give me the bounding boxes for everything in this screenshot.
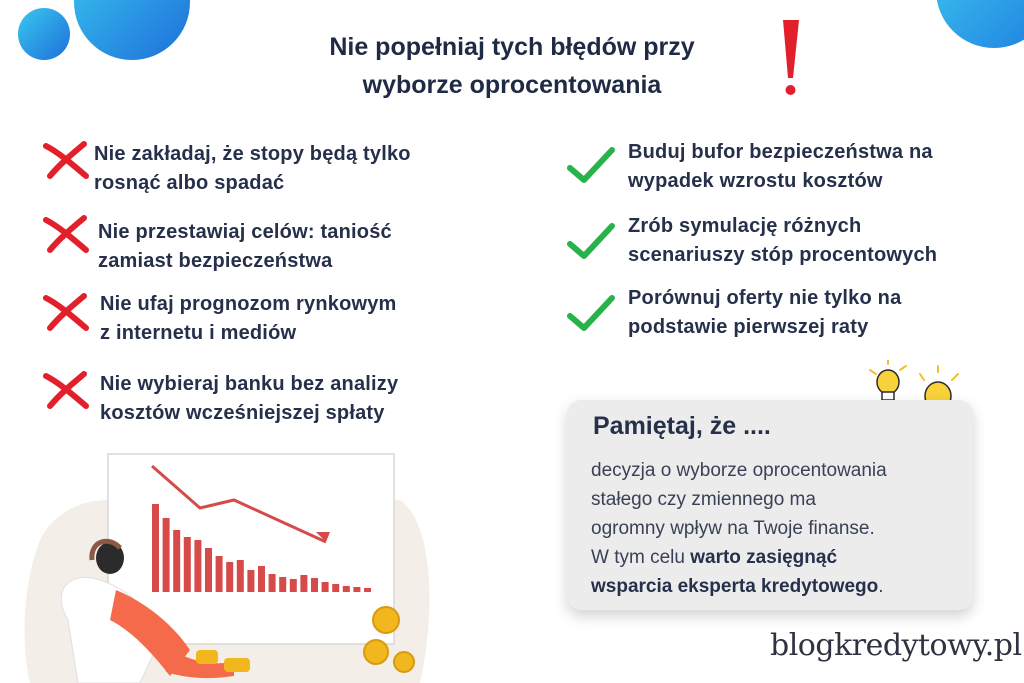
title-line-2: wyborze oprocentowania — [362, 71, 662, 99]
card-text: W tym celu — [591, 547, 691, 568]
check-icon — [566, 222, 616, 262]
card-line — [591, 572, 971, 601]
chart-bar — [173, 530, 180, 592]
tip-line: Zrób symulację różnych — [628, 215, 862, 237]
chart-bar — [237, 560, 244, 592]
chart-bar — [311, 578, 318, 592]
card-emphasis: warto zasięgnąć — [690, 547, 838, 568]
card-line: stałego czy zmiennego ma — [591, 489, 816, 510]
tip-item — [628, 138, 933, 196]
mistake-line: zamiast bezpieczeństwa — [98, 250, 333, 272]
tip-line: Buduj bufor bezpieczeństwa na — [628, 141, 933, 163]
mistake-item — [98, 218, 392, 276]
exclamation-icon — [774, 16, 808, 100]
mistake-line: Nie przestawiaj celów: taniość — [98, 221, 392, 243]
cross-icon — [42, 140, 90, 180]
check-icon — [566, 146, 616, 186]
chart-bar — [226, 562, 233, 592]
chart-bar — [152, 504, 159, 592]
cross-icon — [42, 214, 90, 254]
falling-chart-illustration — [20, 440, 440, 683]
chart-bar — [216, 556, 223, 592]
chart-bar — [353, 587, 360, 592]
chart-bar — [364, 588, 371, 592]
mistake-line: Nie zakładaj, że stopy będą tylko — [94, 143, 411, 165]
mistake-item — [100, 290, 397, 348]
mistake-item — [100, 370, 398, 428]
page-title — [0, 28, 1024, 104]
cross-icon — [42, 370, 90, 410]
chart-bar — [163, 518, 170, 592]
chart-bar — [300, 575, 307, 592]
reminder-card — [567, 400, 973, 610]
chart-bar — [258, 566, 265, 592]
card-title: Pamiętaj, że .... — [593, 412, 771, 440]
cross-icon — [42, 292, 90, 332]
chart-bar — [247, 570, 254, 592]
tip-item — [628, 284, 901, 342]
card-emphasis: wsparcia eksperta kredytowego — [591, 576, 879, 597]
card-line: decyzja o wyborze oprocentowania — [591, 460, 887, 481]
chart-bar — [332, 584, 339, 592]
mistake-line: rosnąć albo spadać — [94, 172, 285, 194]
tip-line: Porównuj oferty nie tylko na — [628, 287, 902, 309]
chart-bar — [322, 582, 329, 592]
tip-line: scenariuszy stóp procentowych — [628, 244, 938, 266]
chart-bar — [290, 579, 297, 592]
tip-line: wypadek wzrostu kosztów — [628, 170, 883, 192]
card-line — [591, 543, 971, 572]
title-line-1: Nie popełniaj tych błędów przy — [329, 33, 695, 61]
check-icon — [566, 294, 616, 334]
mistake-line: Nie ufaj prognozom rynkowym — [100, 293, 397, 315]
chart-bar — [279, 577, 286, 592]
card-text: . — [878, 576, 884, 597]
chart-bar — [194, 540, 201, 592]
chart-bar — [343, 586, 350, 592]
tip-line: podstawie pierwszej raty — [628, 316, 869, 338]
mistake-item — [94, 140, 411, 198]
chart-bar — [184, 537, 191, 592]
card-body — [591, 456, 971, 601]
chart-bar — [269, 574, 276, 592]
chart-bar — [205, 548, 212, 592]
tip-item — [628, 212, 937, 270]
mistake-line: Nie wybieraj banku bez analizy — [100, 373, 399, 395]
brand-logo-text: blogkredytowy.pl — [770, 628, 1022, 663]
mistake-line: kosztów wcześniejszej spłaty — [100, 402, 385, 424]
mistake-line: z internetu i mediów — [100, 322, 297, 344]
card-line: ogromny wpływ na Twoje finanse. — [591, 518, 875, 539]
